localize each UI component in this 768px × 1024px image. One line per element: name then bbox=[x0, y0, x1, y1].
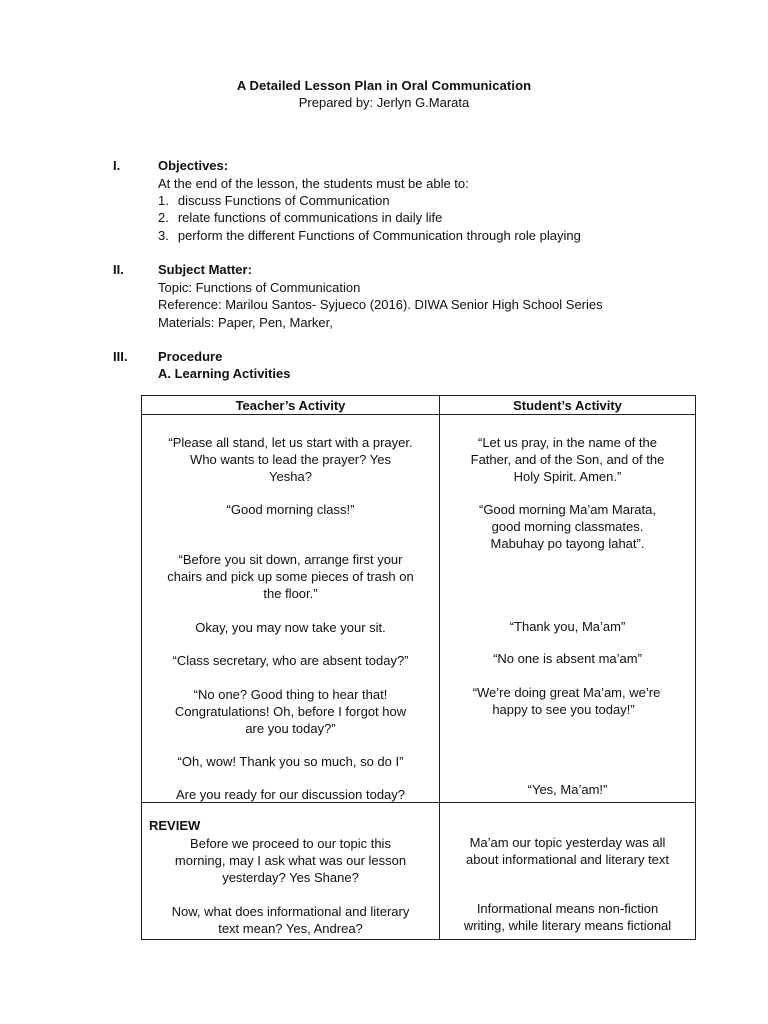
table-text: the floor.” bbox=[263, 586, 318, 601]
objectives-heading: Objectives: bbox=[158, 158, 229, 173]
table-text: text mean? Yes, Andrea? bbox=[218, 921, 363, 936]
section-numeral-subject: II. bbox=[113, 262, 124, 277]
table-text: “Please all stand, let us start with a prayer. bbox=[168, 435, 413, 450]
objective-item bbox=[158, 210, 442, 225]
section-numeral-procedure: III. bbox=[113, 349, 128, 364]
table-text: Now, what does informational and literary bbox=[171, 904, 410, 919]
teacher-activity-cell bbox=[142, 415, 440, 803]
objective-num: 1. bbox=[158, 193, 169, 208]
objectives-intro: At the end of the lesson, the students must be able to: bbox=[158, 176, 469, 191]
table-text: “Let us pray, in the name of the bbox=[478, 435, 657, 450]
learning-activities-heading: A. Learning Activities bbox=[158, 366, 291, 381]
table-text: about informational and literary text bbox=[465, 852, 670, 867]
table-text: good morning classmates. bbox=[491, 519, 644, 534]
table-text: Holy Spirit. Amen.” bbox=[513, 469, 622, 484]
table-text: Yesha? bbox=[269, 469, 312, 484]
table-text: “No one is absent ma’am” bbox=[493, 651, 642, 666]
subject-topic: Topic: Functions of Communication bbox=[158, 280, 361, 295]
review-teacher-cell bbox=[142, 803, 440, 940]
objective-text: relate functions of communications in daily life bbox=[177, 210, 443, 225]
table-text: Congratulations! Oh, before I forgot how bbox=[174, 704, 407, 719]
student-activity-header: Student’s Activity bbox=[440, 396, 696, 415]
table-text: Ma’am our topic yesterday was all bbox=[469, 835, 666, 850]
document-title: A Detailed Lesson Plan in Oral Communication bbox=[236, 78, 532, 93]
table-text: are you today?” bbox=[245, 721, 336, 736]
table-text: Who wants to lead the prayer? Yes bbox=[190, 452, 391, 467]
prepared-by: Prepared by: Jerlyn G.Marata bbox=[298, 95, 470, 110]
subject-matter-heading: Subject Matter: bbox=[158, 262, 252, 277]
review-label: REVIEW bbox=[149, 818, 201, 833]
table-text: Mabuhay po tayong lahat”. bbox=[490, 536, 645, 551]
objective-num: 3. bbox=[158, 228, 169, 243]
table-text: “Before you sit down, arrange first your bbox=[178, 552, 403, 567]
objective-item bbox=[158, 228, 581, 243]
table-row-review bbox=[142, 803, 696, 940]
table-text: “Class secretary, who are absent today?” bbox=[172, 653, 409, 668]
table-text: “Oh, wow! Thank you so much, so do I” bbox=[177, 754, 404, 769]
table-text: “Thank you, Ma’am” bbox=[509, 619, 626, 634]
table-text: “Good morning class!” bbox=[226, 502, 355, 517]
review-student-cell bbox=[440, 803, 696, 940]
table-text: Father, and of the Son, and of the bbox=[470, 452, 665, 467]
objective-num: 2. bbox=[158, 210, 169, 225]
table-text: chairs and pick up some pieces of trash on bbox=[167, 569, 414, 584]
table-text: yesterday? Yes Shane? bbox=[222, 870, 359, 885]
table-text: “Good morning Ma’am Marata, bbox=[478, 502, 656, 517]
table-text: “Yes, Ma’am!” bbox=[527, 782, 608, 797]
table-text: “We’re doing great Ma’am, we’re bbox=[472, 685, 661, 700]
teacher-activity-header: Teacher’s Activity bbox=[142, 396, 440, 415]
table-text: “No one? Good thing to hear that! bbox=[193, 687, 388, 702]
subject-materials: Materials: Paper, Pen, Marker, bbox=[158, 315, 333, 330]
objective-item bbox=[158, 193, 390, 208]
table-row bbox=[142, 415, 696, 803]
student-activity-cell bbox=[440, 415, 696, 803]
table-text: morning, may I ask what was our lesson bbox=[174, 853, 407, 868]
section-numeral-objectives: I. bbox=[113, 158, 121, 173]
table-text: Informational means non-fiction bbox=[476, 901, 659, 916]
activity-table bbox=[141, 395, 696, 940]
table-text: Are you ready for our discussion today? bbox=[175, 787, 406, 802]
table-text: Before we proceed to our topic this bbox=[190, 836, 391, 851]
subject-reference: Reference: Marilou Santos- Syjueco (2016). DIWA Senior High School Series bbox=[158, 297, 603, 312]
table-text: Okay, you may now take your sit. bbox=[195, 620, 386, 635]
table-text: happy to see you today!” bbox=[492, 702, 635, 717]
objective-text: perform the different Functions of Communication through role playing bbox=[177, 228, 581, 243]
objective-text: discuss Functions of Communication bbox=[177, 193, 390, 208]
procedure-heading: Procedure bbox=[158, 349, 223, 364]
table-text: writing, while literary means fictional bbox=[463, 918, 672, 933]
table-header-row bbox=[142, 396, 696, 415]
